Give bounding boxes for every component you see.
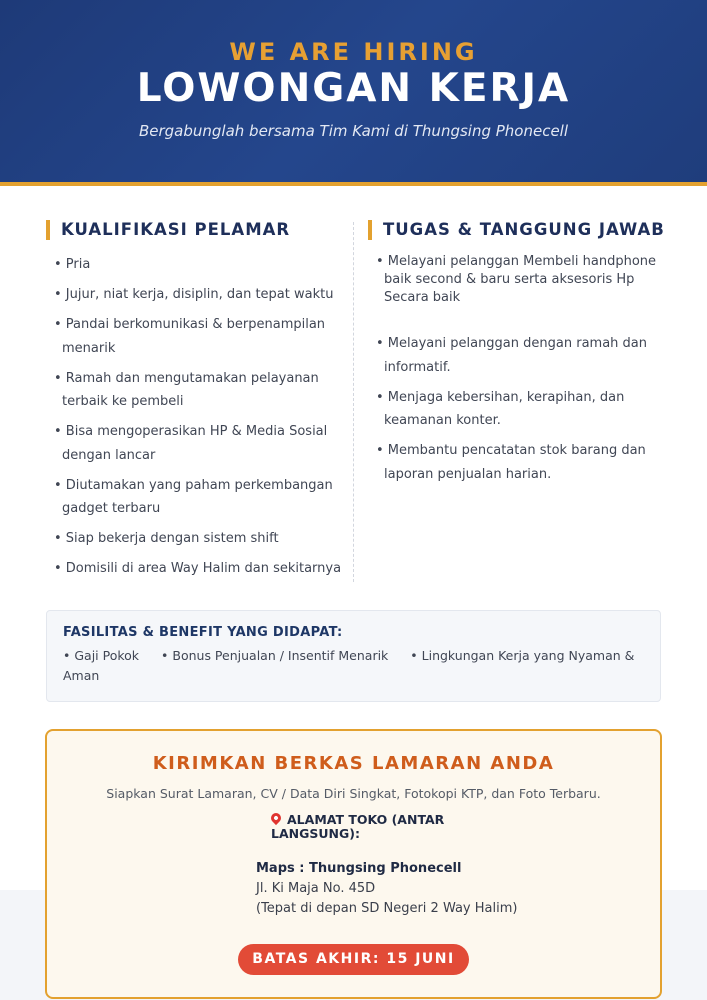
maps-name: Maps : Thungsing Phonecell [256, 861, 462, 876]
qualification-item: • Ramah dan mengutamakan pelayanan terbaik ke pembeli [54, 370, 319, 409]
duties-title: TUGAS & TANGGUNG JAWAB [368, 220, 668, 240]
store-address-label [271, 813, 461, 841]
page-subtitle: Bergabunglah bersama Tim Kami di Thungsing Phonecell [138, 122, 569, 140]
qualification-item: • Diutamakan yang paham perkembangan gadget terbaru [54, 477, 333, 516]
deadline-badge: BATAS AKHIR: 15 JUNI [238, 944, 469, 975]
store-address [256, 859, 616, 919]
application-title: KIRIMKAN BERKAS LAMARAN ANDA [152, 753, 555, 774]
street-address: Jl. Ki Maja No. 45D [256, 881, 376, 896]
duty-item: • Menjaga kebersihan, kerapihan, dan keamanan konter. [376, 389, 625, 428]
facilities-list [63, 646, 644, 686]
qualification-item: • Domisili di area Way Halim dan sekitarnya [54, 561, 342, 576]
location-note: (Tepat di depan SD Negeri 2 Way Halim) [256, 901, 518, 916]
qualification-item: • Pandai berkomunikasi & berpenampilan menarik [54, 317, 326, 356]
duty-item: • Membantu pencatatan stok barang dan laporan penjualan harian. [376, 443, 646, 482]
qualification-item: • Siap bekerja dengan sistem shift [54, 531, 279, 546]
duties-list [368, 253, 668, 486]
facilities-title: FASILITAS & BENEFIT YANG DIDAPAT: [63, 625, 343, 640]
qualifications-list [46, 253, 346, 581]
page-title: LOWONGAN KERJA [136, 66, 571, 111]
application-box [45, 729, 662, 999]
duty-item: • Melayani pelanggan dengan ramah dan informatif. [376, 336, 647, 375]
duties-section [368, 220, 668, 493]
map-pin-icon [269, 811, 283, 825]
facility-item: • Lingkungan Kerja yang Nyaman & Aman [63, 648, 635, 683]
qualifications-title: KUALIFIKASI PELAMAR [46, 220, 346, 240]
facility-item: • Bonus Penjualan / Insentif Menarik [161, 648, 389, 663]
qualification-item: • Pria [54, 257, 91, 272]
qualification-item: • Jujur, niat kerja, disiplin, dan tepat waktu [54, 287, 334, 302]
facility-item: • Gaji Pokok [63, 648, 140, 663]
duty-item: • Melayani pelanggan Membeli handphone baik second & baru serta aksesoris Hp Secara baik [376, 254, 657, 305]
qualification-item: • Bisa mengoperasikan HP & Media Sosial dengan lancar [54, 424, 328, 463]
store-address-label-text: ALAMAT TOKO (ANTAR LANGSUNG): [271, 812, 445, 841]
column-divider [353, 222, 354, 582]
hiring-header [0, 0, 707, 182]
facilities-box [46, 610, 661, 702]
kicker-text: WE ARE HIRING [229, 38, 478, 66]
header-accent-rule [0, 182, 707, 186]
application-requirements: Siapkan Surat Lamaran, CV / Data Diri Singkat, Fotokopi KTP, dan Foto Terbaru. [106, 786, 601, 801]
qualifications-section [46, 220, 346, 587]
